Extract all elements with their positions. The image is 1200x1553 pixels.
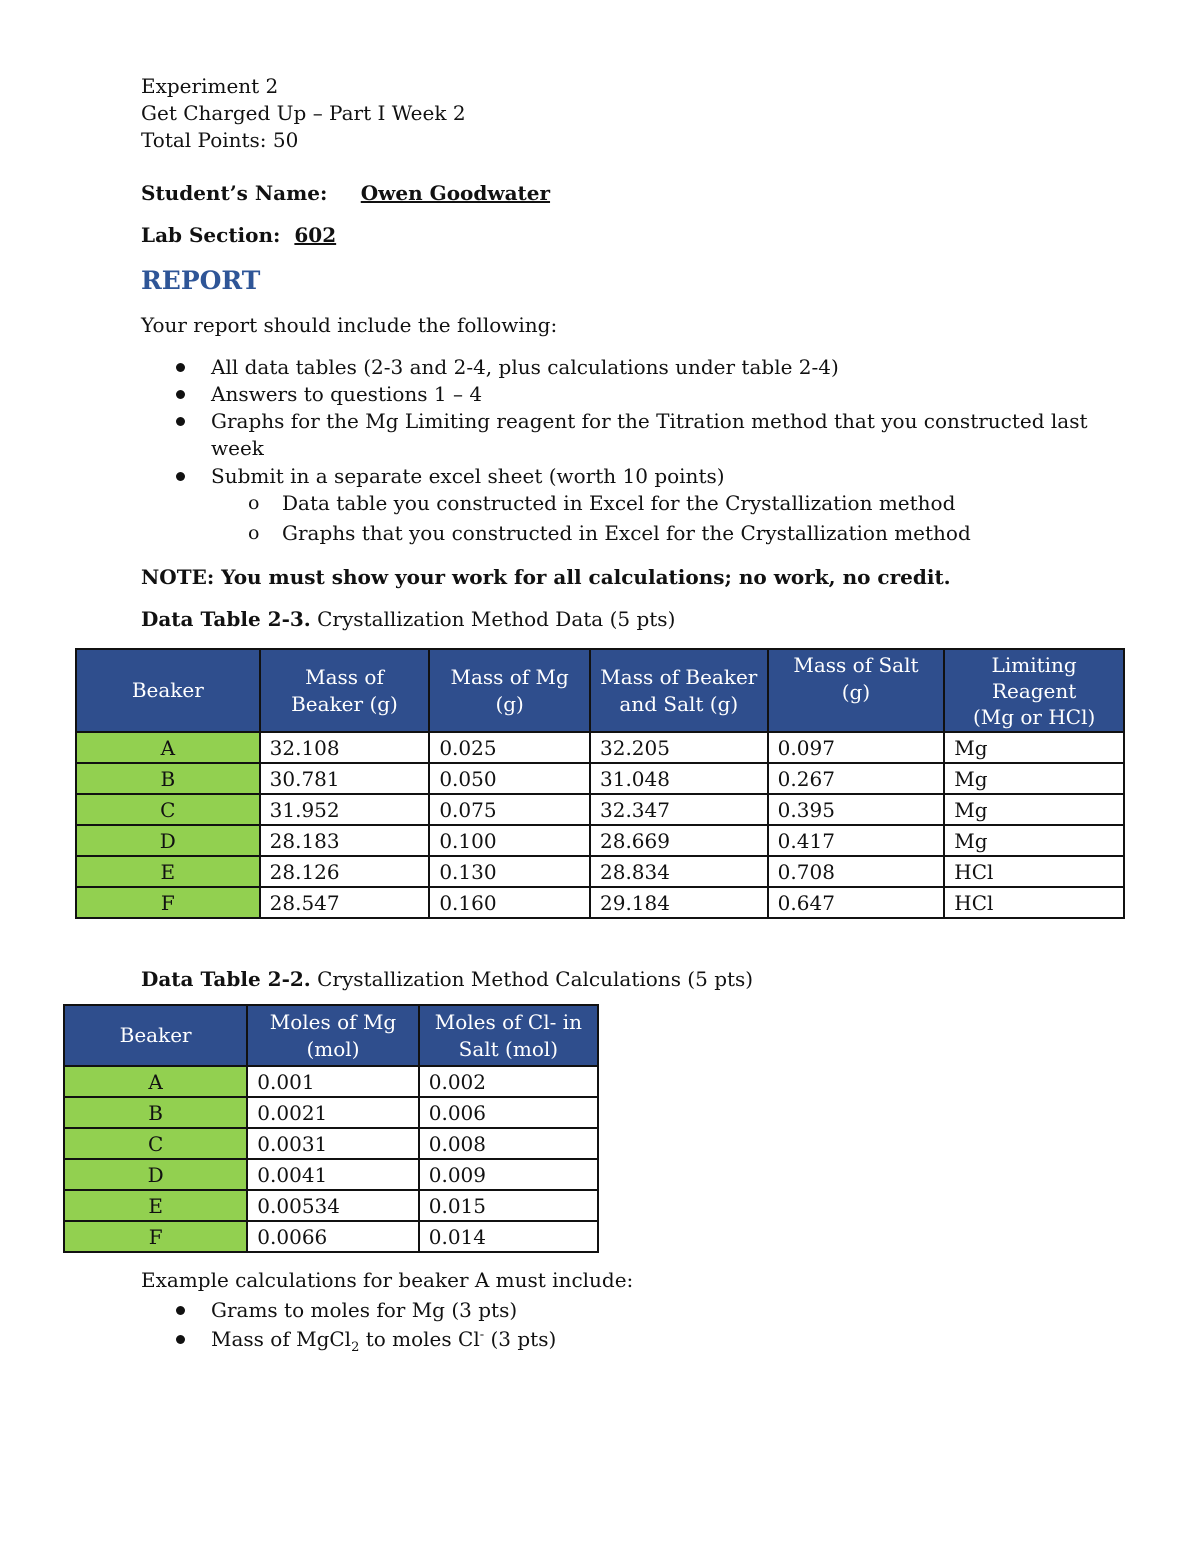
bullet-dot-icon (176, 1306, 185, 1315)
table2-cell-beaker: D (64, 1159, 247, 1190)
table-row (76, 763, 1124, 794)
table2-header-moles-mg: Moles of Mg (mol) (247, 1005, 418, 1066)
table1-cell-beaker: D (76, 825, 260, 856)
experiment-line: Experiment 2 (141, 74, 279, 98)
table1-cell: 0.160 (429, 887, 590, 918)
table1-cell-beaker: A (76, 732, 260, 763)
table-row (76, 794, 1124, 825)
table2-header-row (64, 1005, 598, 1066)
report-bullet-2: Answers to questions 1 – 4 (211, 382, 483, 406)
table1-cell: HCl (944, 856, 1124, 887)
table1-cell: 0.417 (768, 825, 945, 856)
table2-cell-beaker: E (64, 1190, 247, 1221)
table2-cell: 0.006 (419, 1097, 598, 1128)
example-bullet-2-sub: 2 (351, 1340, 360, 1355)
points-line: Total Points: 50 (141, 128, 299, 152)
table2-cell: 0.00534 (247, 1190, 418, 1221)
sub-bullet-circle-icon: o (248, 522, 260, 544)
table1-cell: 30.781 (260, 763, 430, 794)
table1-cell: 32.347 (590, 794, 768, 825)
table-row (64, 1066, 598, 1097)
table1-cell: Mg (944, 763, 1124, 794)
title-line: Get Charged Up – Part I Week 2 (141, 101, 466, 125)
report-bullet-3: Graphs for the Mg Limiting reagent for the Titration method that you constructed last (211, 409, 1088, 433)
table2-caption (141, 967, 753, 991)
data-table-2-2 (63, 1004, 599, 1253)
table1-header-mass-beaker: Mass of Beaker (g) (260, 649, 430, 732)
table1-cell: Mg (944, 825, 1124, 856)
table1-cell: 0.708 (768, 856, 945, 887)
bullet-dot-icon (176, 390, 185, 399)
example-intro: Example calculations for beaker A must include: (141, 1268, 634, 1292)
report-bullet-1: All data tables (2-3 and 2-4, plus calculations under table 2-4) (211, 355, 839, 379)
lab-section-label: Lab Section: (141, 223, 281, 247)
table2-cell-beaker: F (64, 1221, 247, 1252)
table1-cell: 28.834 (590, 856, 768, 887)
table-row (76, 825, 1124, 856)
table1-cell-beaker: C (76, 794, 260, 825)
table1-header-mass-beaker-salt: Mass of Beaker and Salt (g) (590, 649, 768, 732)
report-sub-bullet-1: Data table you constructed in Excel for the Crystallization method (282, 491, 956, 515)
student-name-row (141, 180, 583, 206)
table-row (76, 887, 1124, 918)
example-bullet-2-post: (3 pts) (484, 1327, 557, 1351)
table2-cell: 0.0041 (247, 1159, 418, 1190)
bullet-dot-icon (176, 417, 185, 426)
note-text: NOTE: You must show your work for all calculations; no work, no credit. (141, 565, 951, 589)
table1-cell: HCl (944, 887, 1124, 918)
report-bullet-3-continued: week (211, 436, 264, 460)
table1-cell: 31.952 (260, 794, 430, 825)
table-row (64, 1097, 598, 1128)
table1-cell: 0.395 (768, 794, 945, 825)
table1-header-mass-mg: Mass of Mg (g) (429, 649, 590, 732)
table1-cell: 0.130 (429, 856, 590, 887)
student-name-value: Owen Goodwater (360, 181, 551, 205)
table1-caption (141, 607, 675, 631)
report-heading: REPORT (141, 266, 261, 295)
table1-caption-text: Crystallization Method Data (5 pts) (310, 607, 676, 631)
lab-section-row (141, 222, 336, 248)
table2-cell: 0.008 (419, 1128, 598, 1159)
table1-header-beaker: Beaker (76, 649, 260, 732)
table1-cell-beaker: E (76, 856, 260, 887)
example-bullet-2-sup: - (479, 1327, 485, 1343)
table1-cell: Mg (944, 794, 1124, 825)
table1-caption-label: Data Table 2-3. (141, 607, 311, 631)
example-bullet-2-pre: Mass of MgCl (211, 1327, 352, 1351)
table1-cell: 29.184 (590, 887, 768, 918)
bullet-dot-icon (176, 1335, 185, 1344)
table2-header-beaker: Beaker (64, 1005, 247, 1066)
example-bullet-2 (211, 1327, 556, 1355)
sub-bullet-circle-icon: o (248, 492, 260, 514)
table1-cell: 0.100 (429, 825, 590, 856)
table-row (76, 856, 1124, 887)
table-row (64, 1159, 598, 1190)
table1-cell-beaker: F (76, 887, 260, 918)
table1-cell: 28.126 (260, 856, 430, 887)
table2-caption-label: Data Table 2-2. (141, 967, 311, 991)
example-bullet-2-mid: to moles Cl (359, 1327, 480, 1351)
table2-cell: 0.0066 (247, 1221, 418, 1252)
bullet-dot-icon (176, 472, 185, 481)
table2-cell-beaker: A (64, 1066, 247, 1097)
table1-cell: 0.647 (768, 887, 945, 918)
table1-cell: 0.050 (429, 763, 590, 794)
table1-cell: 0.267 (768, 763, 945, 794)
table2-header-moles-cl: Moles of Cl- in Salt (mol) (419, 1005, 598, 1066)
table1-cell: 0.025 (429, 732, 590, 763)
table1-cell: Mg (944, 732, 1124, 763)
table1-cell: 28.183 (260, 825, 430, 856)
table2-cell: 0.009 (419, 1159, 598, 1190)
table2-cell-beaker: B (64, 1097, 247, 1128)
table1-cell: 28.669 (590, 825, 768, 856)
table1-cell: 0.075 (429, 794, 590, 825)
table1-cell: 31.048 (590, 763, 768, 794)
table2-cell: 0.0031 (247, 1128, 418, 1159)
student-name-label: Student’s Name: (141, 181, 328, 205)
table2-cell: 0.015 (419, 1190, 598, 1221)
table-row (76, 732, 1124, 763)
table1-cell: 0.097 (768, 732, 945, 763)
data-table-2-3 (75, 648, 1125, 919)
table1-header-row (76, 649, 1124, 732)
table-row (64, 1221, 598, 1252)
table1-cell: 32.205 (590, 732, 768, 763)
table1-header-mass-salt: Mass of Salt (g) (768, 649, 945, 732)
table2-cell-beaker: C (64, 1128, 247, 1159)
table1-header-limiting-reagent: Limiting Reagent (Mg or HCl) (944, 649, 1124, 732)
table1-cell: 28.547 (260, 887, 430, 918)
report-bullet-4: Submit in a separate excel sheet (worth 10 points) (211, 464, 725, 488)
table2-caption-text: Crystallization Method Calculations (5 pts) (310, 967, 754, 991)
table2-cell: 0.001 (247, 1066, 418, 1097)
table2-cell: 0.0021 (247, 1097, 418, 1128)
table2-cell: 0.002 (419, 1066, 598, 1097)
table1-cell-beaker: B (76, 763, 260, 794)
lab-section-value: 602 (294, 223, 337, 247)
bullet-dot-icon (176, 363, 185, 372)
report-sub-bullet-2: Graphs that you constructed in Excel for the Crystallization method (282, 521, 971, 545)
table2-cell: 0.014 (419, 1221, 598, 1252)
table1-cell: 32.108 (260, 732, 430, 763)
table-row (64, 1128, 598, 1159)
report-intro: Your report should include the following: (141, 313, 558, 337)
table-row (64, 1190, 598, 1221)
example-bullet-1: Grams to moles for Mg (3 pts) (211, 1298, 518, 1322)
